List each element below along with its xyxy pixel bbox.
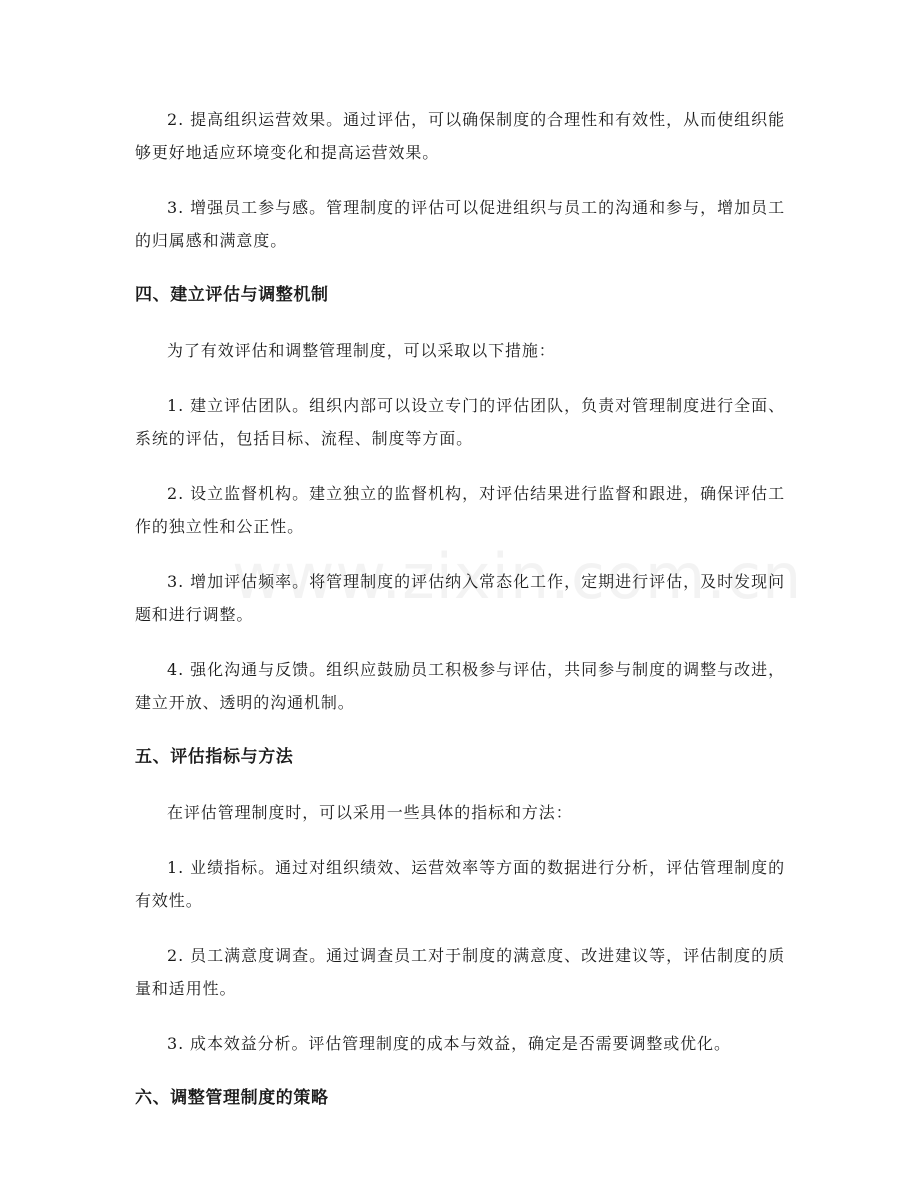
paragraph-item-4-communication: 4. 强化沟通与反馈。组织应鼓励员工积极参与评估，共同参与制度的调整与改进，建立开放、透明的沟通机制。 bbox=[135, 660, 785, 712]
section-heading-6: 六、调整管理制度的策略 bbox=[135, 1088, 329, 1108]
paragraph-item-2-satisfaction: 2. 员工满意度调查。通过调查员工对于制度的满意度、改进建议等，评估制度的质量和适用性。 bbox=[135, 946, 785, 998]
document-body bbox=[135, 103, 785, 1137]
paragraph-intro-measures: 为了有效评估和调整管理制度，可以采取以下措施： bbox=[167, 341, 556, 360]
paragraph-item-2-supervision: 2. 设立监督机构。建立独立的监督机构，对评估结果进行监督和跟进，确保评估工作的独立性和公正性。 bbox=[135, 484, 785, 536]
paragraph-item-2-operational-effect: 2. 提高组织运营效果。通过评估，可以确保制度的合理性和有效性，从而使组织能够更好地适应环境变化和提高运营效果。 bbox=[135, 110, 785, 162]
paragraph-item-3-frequency: 3. 增加评估频率。将管理制度的评估纳入常态化工作，定期进行评估，及时发现问题和进行调整。 bbox=[135, 572, 785, 624]
section-heading-4: 四、建立评估与调整机制 bbox=[135, 285, 329, 305]
paragraph-item-1-evaluation-team: 1. 建立评估团队。组织内部可以设立专门的评估团队，负责对管理制度进行全面、系统的评估，包括目标、流程、制度等方面。 bbox=[135, 396, 785, 448]
paragraph-item-3-cost-benefit: 3. 成本效益分析。评估管理制度的成本与效益，确定是否需要调整或优化。 bbox=[167, 1034, 731, 1053]
paragraph-item-1-performance: 1. 业绩指标。通过对组织绩效、运营效率等方面的数据进行分析，评估管理制度的有效性。 bbox=[135, 858, 785, 910]
paragraph-item-3-employee-participation: 3. 增强员工参与感。管理制度的评估可以促进组织与员工的沟通和参与，增加员工的归属感和满意度。 bbox=[135, 198, 785, 250]
section-heading-5: 五、评估指标与方法 bbox=[135, 747, 294, 767]
paragraph-intro-indicators: 在评估管理制度时，可以采用一些具体的指标和方法： bbox=[167, 803, 573, 822]
